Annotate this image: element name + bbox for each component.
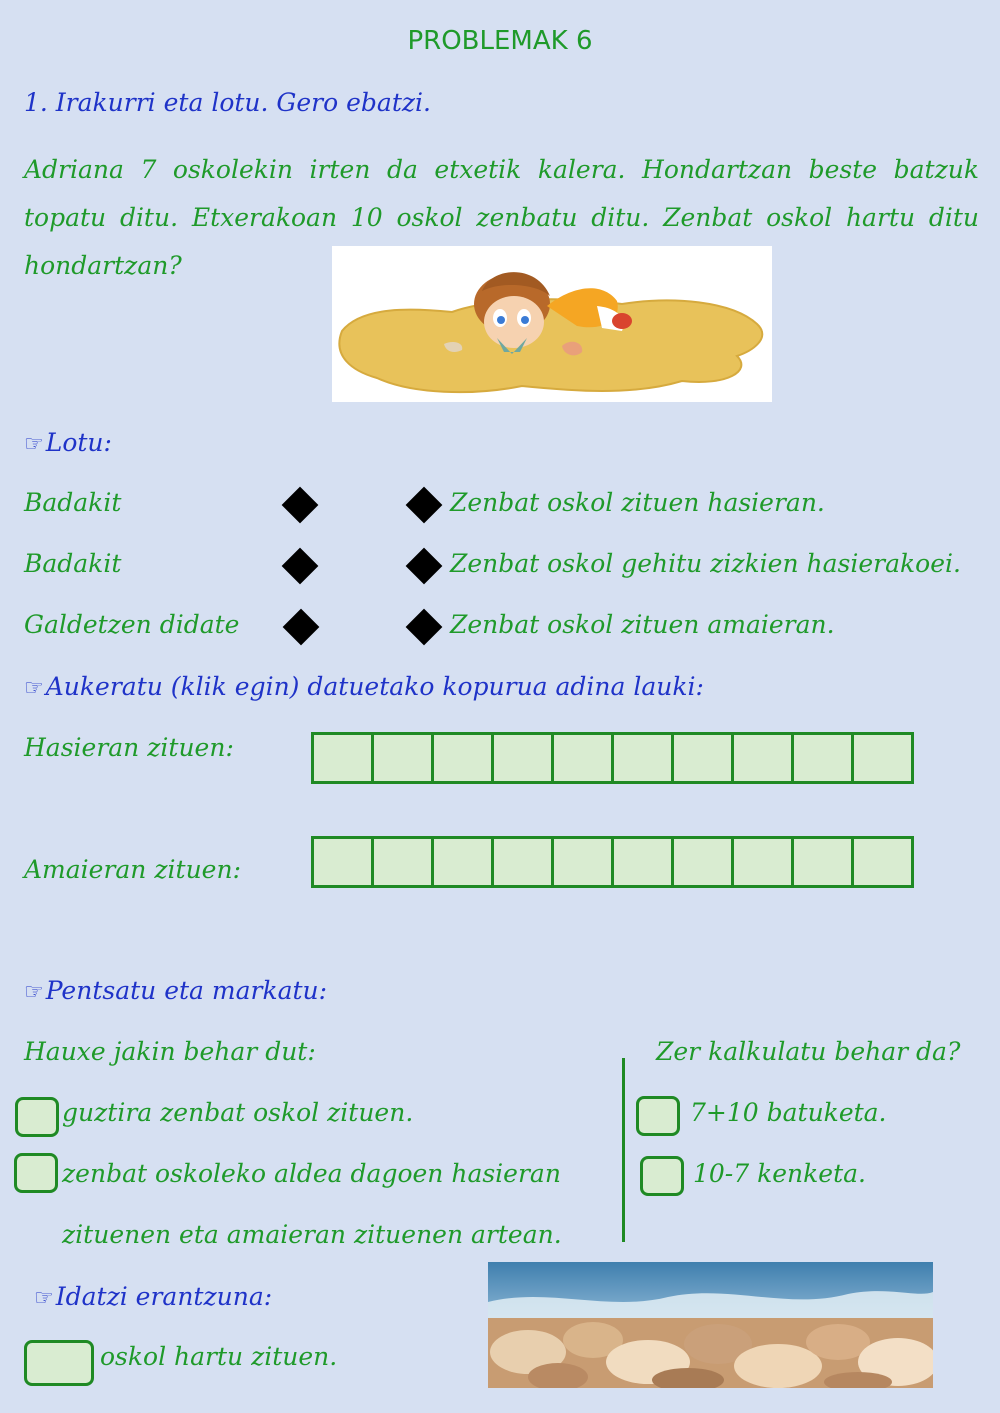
hasieran-cell-1[interactable] xyxy=(314,735,374,781)
amaieran-cell-7[interactable] xyxy=(674,839,734,885)
idatzi-heading-text: Idatzi erantzuna: xyxy=(55,1282,273,1311)
left-question-heading: Hauxe jakin behar dut: xyxy=(24,1037,316,1066)
lotu-left-1-connector[interactable] xyxy=(282,487,319,524)
amaieran-grid xyxy=(311,836,914,888)
option-aldea-checkbox[interactable] xyxy=(14,1153,58,1193)
idatzi-heading xyxy=(34,1282,272,1311)
problem-statement: Adriana 7 oskolekin irten da etxetik kalera. Hondartzan beste batzuk topatu ditu. Etxerakoan 10 oskol zenbatu ditu. Zenbat oskol hartu ditu hondartzan? xyxy=(24,155,979,280)
hasieran-cell-2[interactable] xyxy=(374,735,434,781)
hasieran-label: Hasieran zituen: xyxy=(24,733,234,762)
hasieran-cell-5[interactable] xyxy=(554,735,614,781)
hasieran-cell-8[interactable] xyxy=(734,735,794,781)
hasieran-cell-6[interactable] xyxy=(614,735,674,781)
lotu-right-1-connector[interactable] xyxy=(406,487,443,524)
pointing-hand-icon: ☞ xyxy=(24,980,44,1005)
option-guztira-label: guztira zenbat oskol zituen. xyxy=(62,1098,414,1127)
lotu-right-2: Zenbat oskol gehitu zizkien hasierakoei. xyxy=(450,549,961,578)
lotu-left-1: Badakit xyxy=(24,488,122,517)
hasieran-grid xyxy=(311,732,914,784)
boy-with-shells-image xyxy=(332,246,772,402)
option-aldea-label-continued: zituenen eta amaieran zituenen artean. xyxy=(62,1220,562,1249)
amaieran-cell-6[interactable] xyxy=(614,839,674,885)
option-aldea-label: zenbat oskoleko aldea dagoen hasieran xyxy=(62,1159,561,1188)
lotu-right-1: Zenbat oskol zituen hasieran. xyxy=(450,488,825,517)
column-divider xyxy=(622,1058,625,1242)
option-batuketa-checkbox[interactable] xyxy=(636,1096,680,1136)
amaieran-cell-2[interactable] xyxy=(374,839,434,885)
question-1-instruction: 1. Irakurri eta lotu. Gero ebatzi. xyxy=(24,88,431,117)
lotu-right-3: Zenbat oskol zituen amaieran. xyxy=(450,610,835,639)
lotu-left-3: Galdetzen didate xyxy=(24,610,240,639)
hasieran-cell-9[interactable] xyxy=(794,735,854,781)
hasieran-cell-3[interactable] xyxy=(434,735,494,781)
pointing-hand-icon: ☞ xyxy=(24,432,44,457)
page-title: PROBLEMAK 6 xyxy=(407,26,593,56)
amaieran-cell-3[interactable] xyxy=(434,839,494,885)
aukeratu-heading xyxy=(24,672,704,701)
amaieran-cell-10[interactable] xyxy=(854,839,911,885)
hasieran-cell-7[interactable] xyxy=(674,735,734,781)
aukeratu-heading-text: Aukeratu (klik egin) datuetako kopurua adina lauki: xyxy=(45,672,704,701)
option-batuketa-label: 7+10 batuketa. xyxy=(690,1098,887,1127)
amaieran-cell-4[interactable] xyxy=(494,839,554,885)
answer-input[interactable] xyxy=(24,1340,94,1386)
beach-shells-image xyxy=(488,1262,933,1388)
amaieran-cell-5[interactable] xyxy=(554,839,614,885)
amaieran-cell-9[interactable] xyxy=(794,839,854,885)
hasieran-cell-4[interactable] xyxy=(494,735,554,781)
lotu-left-3-connector[interactable] xyxy=(283,609,320,646)
pentsatu-heading xyxy=(24,976,327,1005)
option-kenketa-label: 10-7 kenketa. xyxy=(693,1159,866,1188)
pointing-hand-icon: ☞ xyxy=(24,676,44,701)
hasieran-cell-10[interactable] xyxy=(854,735,911,781)
amaieran-cell-8[interactable] xyxy=(734,839,794,885)
option-kenketa-checkbox[interactable] xyxy=(640,1156,684,1196)
lotu-right-2-connector[interactable] xyxy=(406,548,443,585)
lotu-heading-text: Lotu: xyxy=(45,428,112,457)
lotu-left-2: Badakit xyxy=(24,549,122,578)
lotu-left-2-connector[interactable] xyxy=(282,548,319,585)
option-guztira-checkbox[interactable] xyxy=(15,1097,59,1137)
amaieran-cell-1[interactable] xyxy=(314,839,374,885)
right-question-heading: Zer kalkulatu behar da? xyxy=(656,1037,961,1066)
answer-suffix: oskol hartu zituen. xyxy=(100,1342,338,1371)
pointing-hand-icon: ☞ xyxy=(34,1286,54,1311)
amaieran-label: Amaieran zituen: xyxy=(24,855,241,884)
lotu-right-3-connector[interactable] xyxy=(406,609,443,646)
pentsatu-heading-text: Pentsatu eta markatu: xyxy=(45,976,328,1005)
lotu-heading xyxy=(24,428,112,457)
